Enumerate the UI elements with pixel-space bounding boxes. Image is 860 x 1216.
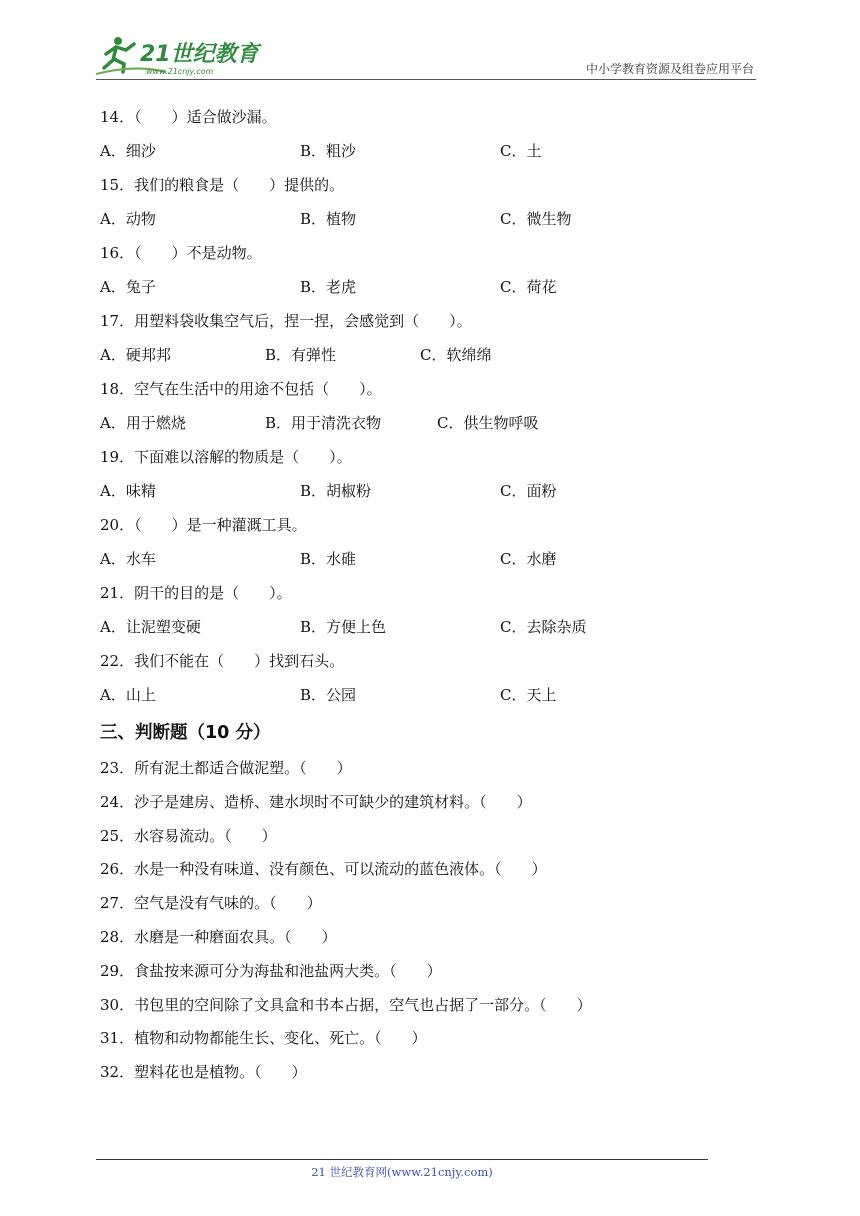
judgment-item: 27．空气是没有气味的。（ ）	[100, 894, 322, 913]
judgment-item: 26．水是一种没有味道、没有颜色、可以流动的蓝色液体。（ ）	[100, 860, 547, 879]
option-b: B．老虎	[300, 278, 357, 296]
footer-text: 21 世纪教育网(www.21cnjy.com)	[311, 1165, 493, 1179]
option-a: A．让泥塑变硬	[100, 618, 201, 636]
question-stem: 15．我们的粮食是（ ）提供的。	[100, 176, 345, 194]
page-header	[96, 30, 756, 80]
option-a: A．细沙	[100, 142, 156, 160]
question-options	[100, 542, 740, 576]
judgment-item: 28．水磨是一种磨面农具。（ ）	[100, 927, 337, 946]
header-divider	[96, 79, 756, 80]
option-c: C．水磨	[500, 550, 557, 568]
question-options	[100, 134, 740, 168]
option-c: C．面粉	[500, 482, 557, 500]
option-b: B．植物	[300, 210, 357, 228]
option-c: C．荷花	[500, 278, 557, 296]
multiple-choice-list	[100, 100, 740, 712]
option-a: A．硬邦邦	[100, 346, 171, 364]
judgment-item: 32．塑料花也是植物。（ ）	[100, 1063, 307, 1082]
question-options	[100, 270, 740, 304]
option-c: C．微生物	[500, 210, 572, 228]
question-stem: 17．用塑料袋收集空气后，捏一捏，会感觉到（ ）。	[100, 312, 472, 330]
question-stem: 18．空气在生活中的用途不包括（ ）。	[100, 380, 382, 398]
question-stem: 16．（ ）不是动物。	[100, 244, 262, 262]
question-stem: 21．阴干的目的是（ ）。	[100, 584, 292, 602]
option-c: C．软绵绵	[420, 346, 492, 364]
option-c: C．去除杂质	[500, 618, 587, 636]
option-c: C．天上	[500, 686, 557, 704]
judgment-item: 29．食盐按来源可分为海盐和池盐两大类。（ ）	[100, 961, 442, 980]
option-c: C．供生物呼吸	[437, 414, 539, 432]
site-logo	[96, 34, 266, 76]
judgment-item: 23．所有泥土都适合做泥塑。（ ）	[100, 759, 352, 777]
question-stem: 22．我们不能在（ ）找到石头。	[100, 652, 345, 670]
judgment-item: 30．书包里的空间除了文具盒和书本占据，空气也占据了一部分。（ ）	[100, 995, 592, 1014]
judgment-item: 31．植物和动物都能生长、变化、死亡。（ ）	[100, 1029, 427, 1048]
exam-content	[100, 100, 740, 1090]
question-options	[100, 202, 740, 236]
option-a: A．兔子	[100, 278, 156, 296]
question-options	[100, 338, 740, 372]
logo-text: 21世纪教育	[140, 42, 259, 67]
footer-divider	[96, 1159, 708, 1160]
question-stem: 14．（ ）适合做沙漏。	[100, 108, 277, 126]
option-a: A．用于燃烧	[100, 414, 186, 432]
judgment-item: 25．水容易流动。（ ）	[100, 826, 277, 845]
option-b: B．粗沙	[300, 142, 357, 160]
option-b: B．用于清洗衣物	[265, 414, 382, 432]
logo-url: www.21cnjy.com	[146, 67, 214, 76]
option-a: A．山上	[100, 686, 156, 704]
question-options	[100, 610, 740, 644]
option-a: A．动物	[100, 210, 156, 228]
question-stem: 20．（ ）是一种灌溉工具。	[100, 516, 307, 534]
option-c: C．土	[500, 142, 542, 160]
option-a: A．味精	[100, 482, 156, 500]
judgment-list	[100, 752, 740, 1090]
judgment-item: 24．沙子是建房、造桥、建水坝时不可缺少的建筑材料。（ ）	[100, 792, 532, 811]
question-options	[100, 406, 740, 440]
option-b: B．公园	[300, 686, 357, 704]
option-b: B．胡椒粉	[300, 482, 372, 500]
platform-name: 中小学教育资源及组卷应用平台	[585, 62, 754, 76]
option-b: B．水碓	[300, 550, 357, 568]
option-a: A．水车	[100, 550, 156, 568]
question-options	[100, 678, 740, 712]
question-stem: 19．下面难以溶解的物质是（ ）。	[100, 448, 352, 466]
section-title-judgment: 三、判断题（10 分）	[100, 723, 271, 743]
option-b: B．方便上色	[300, 618, 387, 636]
question-options	[100, 474, 740, 508]
option-b: B．有弹性	[265, 346, 337, 364]
